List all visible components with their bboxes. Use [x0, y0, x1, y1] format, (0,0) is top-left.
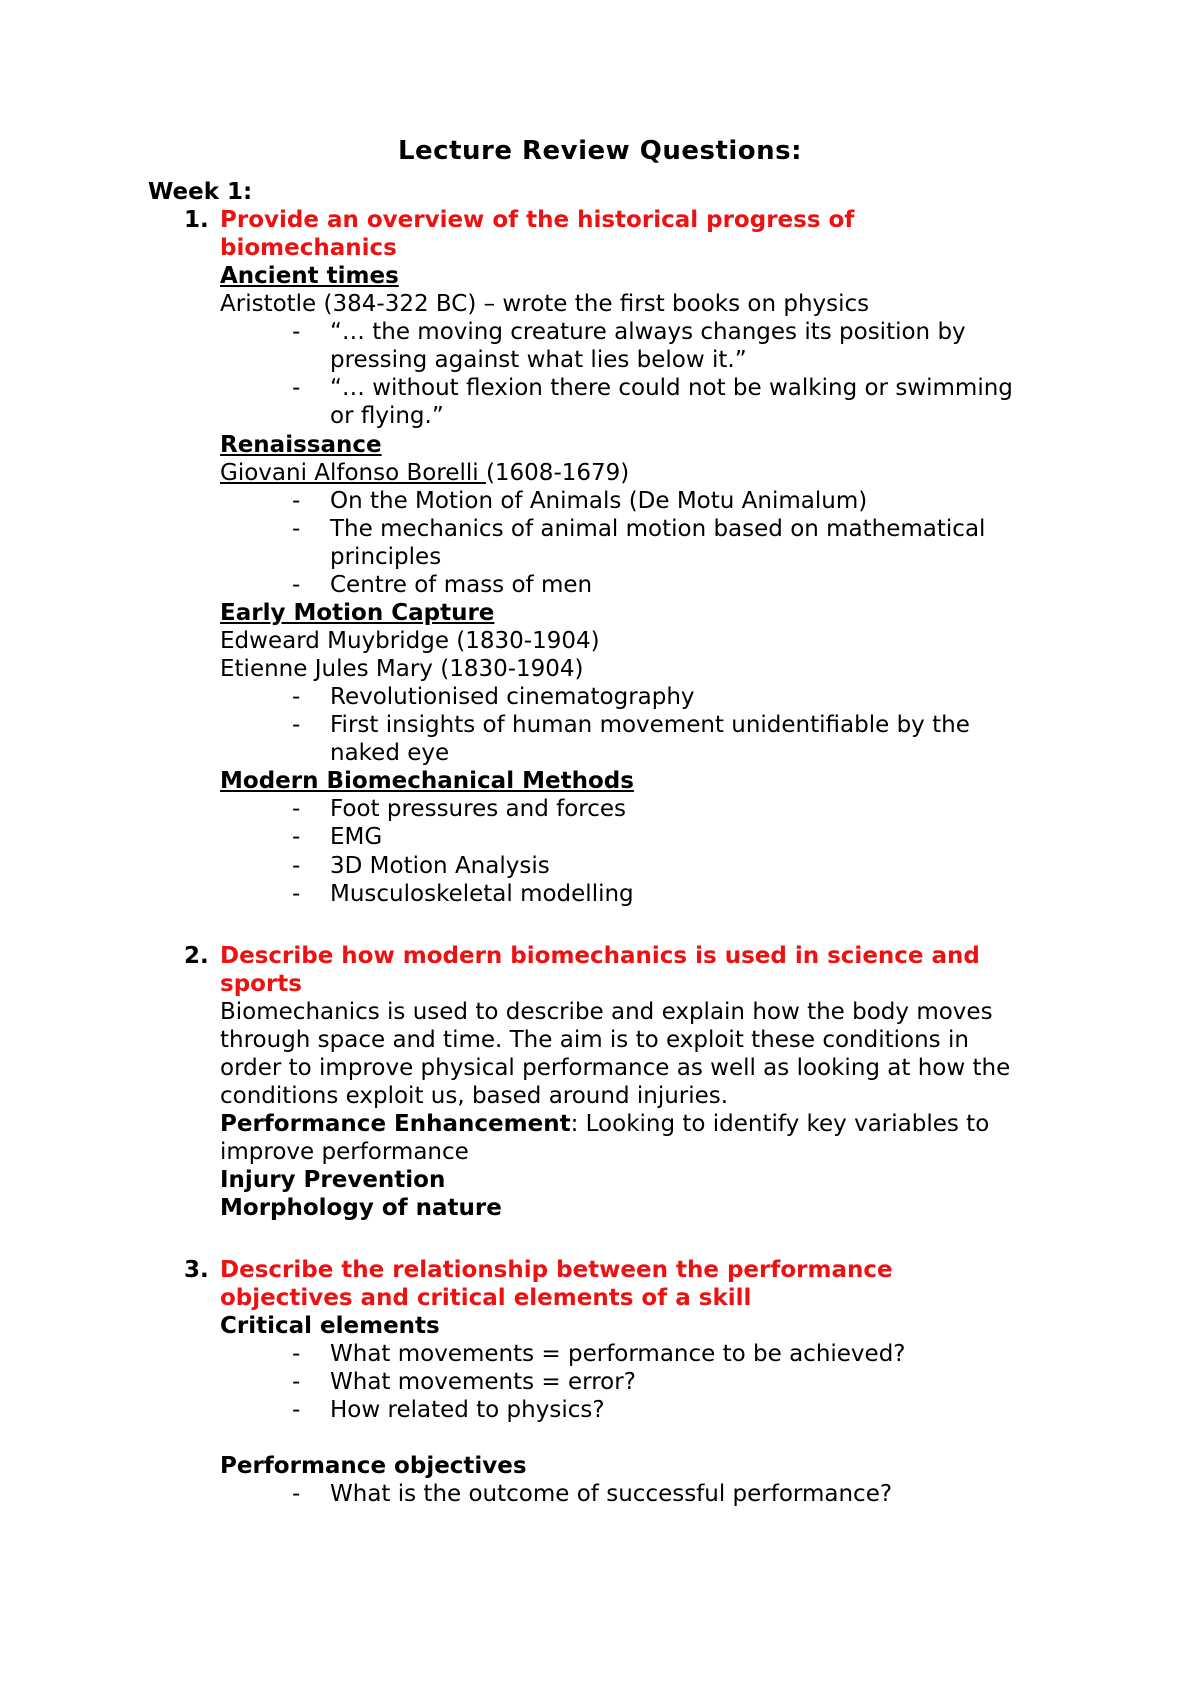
renaissance-bullet-2-line-1: The mechanics of animal motion based on mathematical: [330, 516, 986, 542]
early-bullet-2-line-2: naked eye: [330, 740, 450, 766]
section-heading-modern-methods: Modern Biomechanical Methods: [220, 768, 634, 794]
modern-bullet-1: Foot pressures and forces: [330, 796, 627, 822]
bullet-marker: -: [292, 1481, 301, 1507]
week-label: Week 1:: [148, 179, 253, 205]
performance-enhancement-line-2: improve performance: [220, 1139, 469, 1165]
performance-enhancement-text: : Looking to identify key variables to: [570, 1111, 990, 1137]
borelli-name: Giovani Alfonso Borelli: [220, 460, 486, 486]
question-number-2: 2.: [184, 943, 209, 969]
bullet-marker: -: [292, 1341, 301, 1367]
bullet-marker: -: [292, 1369, 301, 1395]
early-bullet-1: Revolutionised cinematography: [330, 684, 695, 710]
page-title: Lecture Review Questions:: [397, 136, 803, 166]
bullet-marker: -: [292, 516, 301, 542]
q2-body-line-1: Biomechanics is used to describe and explain how the body moves: [220, 999, 993, 1025]
question-3-heading-line-2: objectives and critical elements of a skill: [220, 1285, 752, 1311]
question-1-heading-line-1: Provide an overview of the historical progress of: [220, 207, 855, 233]
performance-objectives-heading: Performance objectives: [220, 1453, 527, 1479]
borelli-dates: (1608-1679): [485, 460, 630, 486]
aristotle-quote-1-line-1: “… the moving creature always changes its position by: [330, 319, 966, 345]
performance-enhancement-line: [220, 1110, 989, 1138]
critical-bullet-3: How related to physics?: [330, 1397, 605, 1423]
bullet-marker: -: [292, 1397, 301, 1423]
q2-body-line-3: order to improve physical performance as well as looking at how the: [220, 1055, 1011, 1081]
aristotle-line: Aristotle (384-322 BC) – wrote the first books on physics: [220, 291, 870, 317]
question-2-heading-line-1: Describe how modern biomechanics is used in science and: [220, 943, 980, 969]
bullet-marker: -: [292, 488, 301, 514]
critical-bullet-1: What movements = performance to be achieved?: [330, 1341, 906, 1367]
bullet-marker: -: [292, 684, 301, 710]
critical-bullet-2: What movements = error?: [330, 1369, 636, 1395]
renaissance-bullet-3: Centre of mass of men: [330, 572, 593, 598]
q2-body-line-4: conditions exploit us, based around injuries.: [220, 1083, 729, 1109]
morphology-of-nature: Morphology of nature: [220, 1195, 502, 1221]
q2-body-line-2: through space and time. The aim is to exploit these conditions in: [220, 1027, 969, 1053]
marey-line: Etienne Jules Mary (1830-1904): [220, 656, 584, 682]
critical-elements-heading: Critical elements: [220, 1313, 440, 1339]
renaissance-bullet-1: On the Motion of Animals (De Motu Animalum): [330, 488, 868, 514]
bullet-marker: -: [292, 375, 301, 401]
bullet-marker: -: [292, 796, 301, 822]
modern-bullet-2: EMG: [330, 824, 383, 850]
modern-bullet-4: Musculoskeletal modelling: [330, 881, 634, 907]
question-number-3: 3.: [184, 1257, 209, 1283]
bullet-marker: -: [292, 319, 301, 345]
bullet-marker: -: [292, 853, 301, 879]
question-3-heading-line-1: Describe the relationship between the performance: [220, 1257, 893, 1283]
question-number-1: 1.: [184, 207, 209, 233]
aristotle-quote-2-line-1: “… without flexion there could not be walking or swimming: [330, 375, 1013, 401]
bullet-marker: -: [292, 881, 301, 907]
aristotle-quote-1-line-2: pressing against what lies below it.”: [330, 347, 747, 373]
aristotle-quote-2-line-2: or flying.”: [330, 403, 444, 429]
borelli-line: [220, 459, 629, 487]
modern-bullet-3: 3D Motion Analysis: [330, 853, 550, 879]
section-heading-ancient-times: Ancient times: [220, 263, 399, 289]
question-2-heading-line-2: sports: [220, 971, 302, 997]
performance-enhancement-label: Performance Enhancement: [220, 1111, 571, 1137]
bullet-marker: -: [292, 572, 301, 598]
bullet-marker: -: [292, 824, 301, 850]
section-heading-early-motion-capture: Early Motion Capture: [220, 600, 495, 626]
injury-prevention: Injury Prevention: [220, 1167, 446, 1193]
early-bullet-2-line-1: First insights of human movement unidentifiable by the: [330, 712, 970, 738]
objectives-bullet-1: What is the outcome of successful performance?: [330, 1481, 893, 1507]
section-heading-renaissance: Renaissance: [220, 432, 382, 458]
muybridge-line: Edweard Muybridge (1830-1904): [220, 628, 600, 654]
question-1-heading-line-2: biomechanics: [220, 235, 397, 261]
bullet-marker: -: [292, 712, 301, 738]
renaissance-bullet-2-line-2: principles: [330, 544, 442, 570]
